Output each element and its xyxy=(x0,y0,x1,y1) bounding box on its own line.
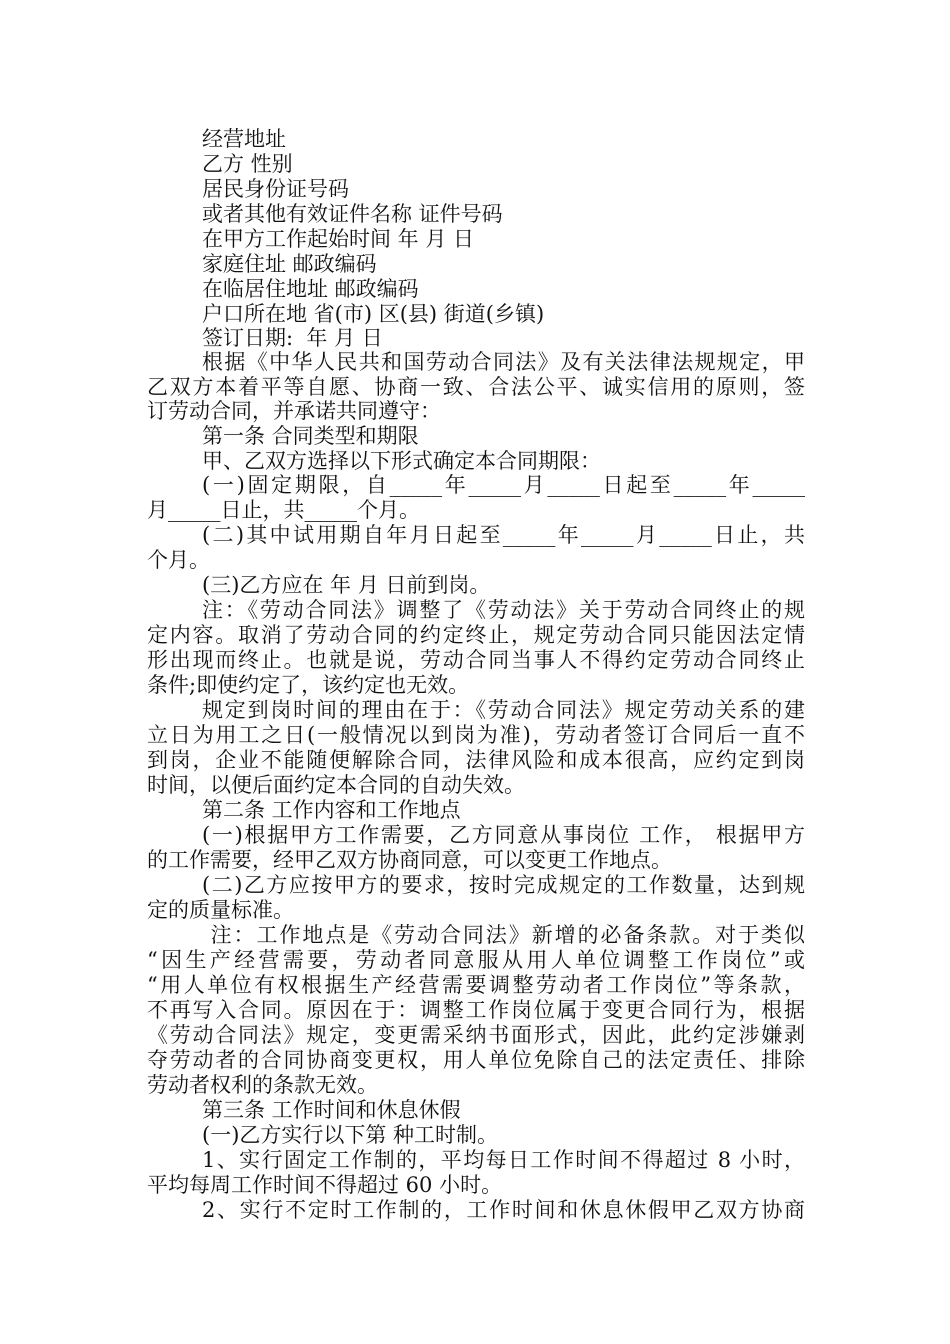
text-line: 个月。 xyxy=(147,548,210,572)
text-line: (一)乙方实行以下第 种工时制。 xyxy=(202,1123,499,1147)
text-line: 根据《中华人民共和国劳动合同法》及有关法律法规规定，甲 xyxy=(202,350,805,374)
text-line: 夺劳动者的合同协商变更权，用人单位免除自己的法定责任、排除 xyxy=(147,1048,805,1072)
text-line: 到岗，企业不能随便解除合同，法律风险和成本很高，应约定到岗 xyxy=(147,748,805,772)
text-line: 订劳动合同，并承诺共同遵守： xyxy=(147,399,441,423)
text-line: 不再写入合同。原因在于：调整工作岗位属于变更合同行为，根据 xyxy=(147,998,805,1022)
text-line: 平均每周工作时间不得超过 60 小时。 xyxy=(147,1173,503,1197)
text-line: (二)乙方应按甲方的要求，按时完成规定的工作数量，达到规 xyxy=(202,873,805,897)
text-line: (三)乙方应在 年 月 日前到岗。 xyxy=(202,573,491,597)
text-line: 1、实行固定工作制的，平均每日工作时间不得超过 8 小时， xyxy=(202,1148,805,1172)
text-line: 居民身份证号码 xyxy=(202,177,349,201)
text-line: 形出现而终止。也就是说，劳动合同当事人不得约定劳动合同终止 xyxy=(147,648,805,672)
text-line: “因生产经营需要，劳动者同意服从用人单位调整工作岗位”或 xyxy=(147,948,805,972)
section-heading: 第二条 工作内容和工作地点 xyxy=(202,798,461,822)
text-line: (一)根据甲方工作需要，乙方同意从事岗位 工作， 根据甲方 xyxy=(202,823,805,847)
text-line: “用人单位有权根据生产经营需要调整劳动者工作岗位”等条款， xyxy=(147,973,805,997)
text-line: 家庭住址 邮政编码 xyxy=(202,252,377,276)
text-line: 甲、乙双方选择以下形式确定本合同期限： xyxy=(202,449,601,473)
text-line: 劳动者权利的条款无效。 xyxy=(147,1073,378,1097)
text-line: 月_____日止，共_____个月。 xyxy=(147,498,420,522)
section-heading: 第三条 工作时间和休息休假 xyxy=(202,1098,461,1122)
text-line: 经营地址 xyxy=(202,127,286,151)
text-line: 签订日期: 年 月 日 xyxy=(202,326,383,350)
text-line: 定的质量标准。 xyxy=(147,898,294,922)
text-line: 注：工作地点是《劳动合同法》新增的必备条款。对于类似 xyxy=(202,923,805,947)
text-line: 在临居住地址 邮政编码 xyxy=(202,277,419,301)
text-line: 规定到岗时间的理由在于：《劳动合同法》规定劳动关系的建 xyxy=(202,698,805,722)
text-line: 条件;即使约定了，该约定也无效。 xyxy=(147,673,470,697)
text-line: 立日为用工之日(一般情况以到岗为准)，劳动者签订合同后一直不 xyxy=(147,723,805,747)
text-line: 的工作需要，经甲乙双方协商同意，可以变更工作地点。 xyxy=(147,848,672,872)
text-line: 定内容。取消了劳动合同的约定终止，规定劳动合同只能因法定情 xyxy=(147,623,805,647)
text-line: 乙双方本着平等自愿、协商一致、合法公平、诚实信用的原则，签 xyxy=(147,375,805,399)
text-line: 乙方 性别 xyxy=(202,152,293,176)
text-line: (二)其中试用期自年月日起至_____年_____月_____日止，共 xyxy=(202,523,805,547)
text-line: 时间，以便后面约定本合同的自动失效。 xyxy=(147,773,525,797)
text-line: 在甲方工作起始时间 年 月 日 xyxy=(202,227,475,251)
text-line: (一)固定期限，自_____年_____月_____日起至_____年_____ xyxy=(202,473,805,497)
text-line: 户口所在地 省(市) 区(县) 街道(乡镇) xyxy=(202,302,545,326)
text-line: 或者其他有效证件名称 证件号码 xyxy=(202,202,503,226)
text-line: 注：《劳动合同法》调整了《劳动法》关于劳动合同终止的规 xyxy=(202,598,805,622)
text-line: 2、实行不定时工作制的，工作时间和休息休假甲乙双方协商 xyxy=(202,1198,805,1222)
text-line: 《劳动合同法》规定，变更需采纳书面形式，因此，此约定涉嫌剥 xyxy=(147,1023,805,1047)
section-heading: 第一条 合同类型和期限 xyxy=(202,424,419,448)
